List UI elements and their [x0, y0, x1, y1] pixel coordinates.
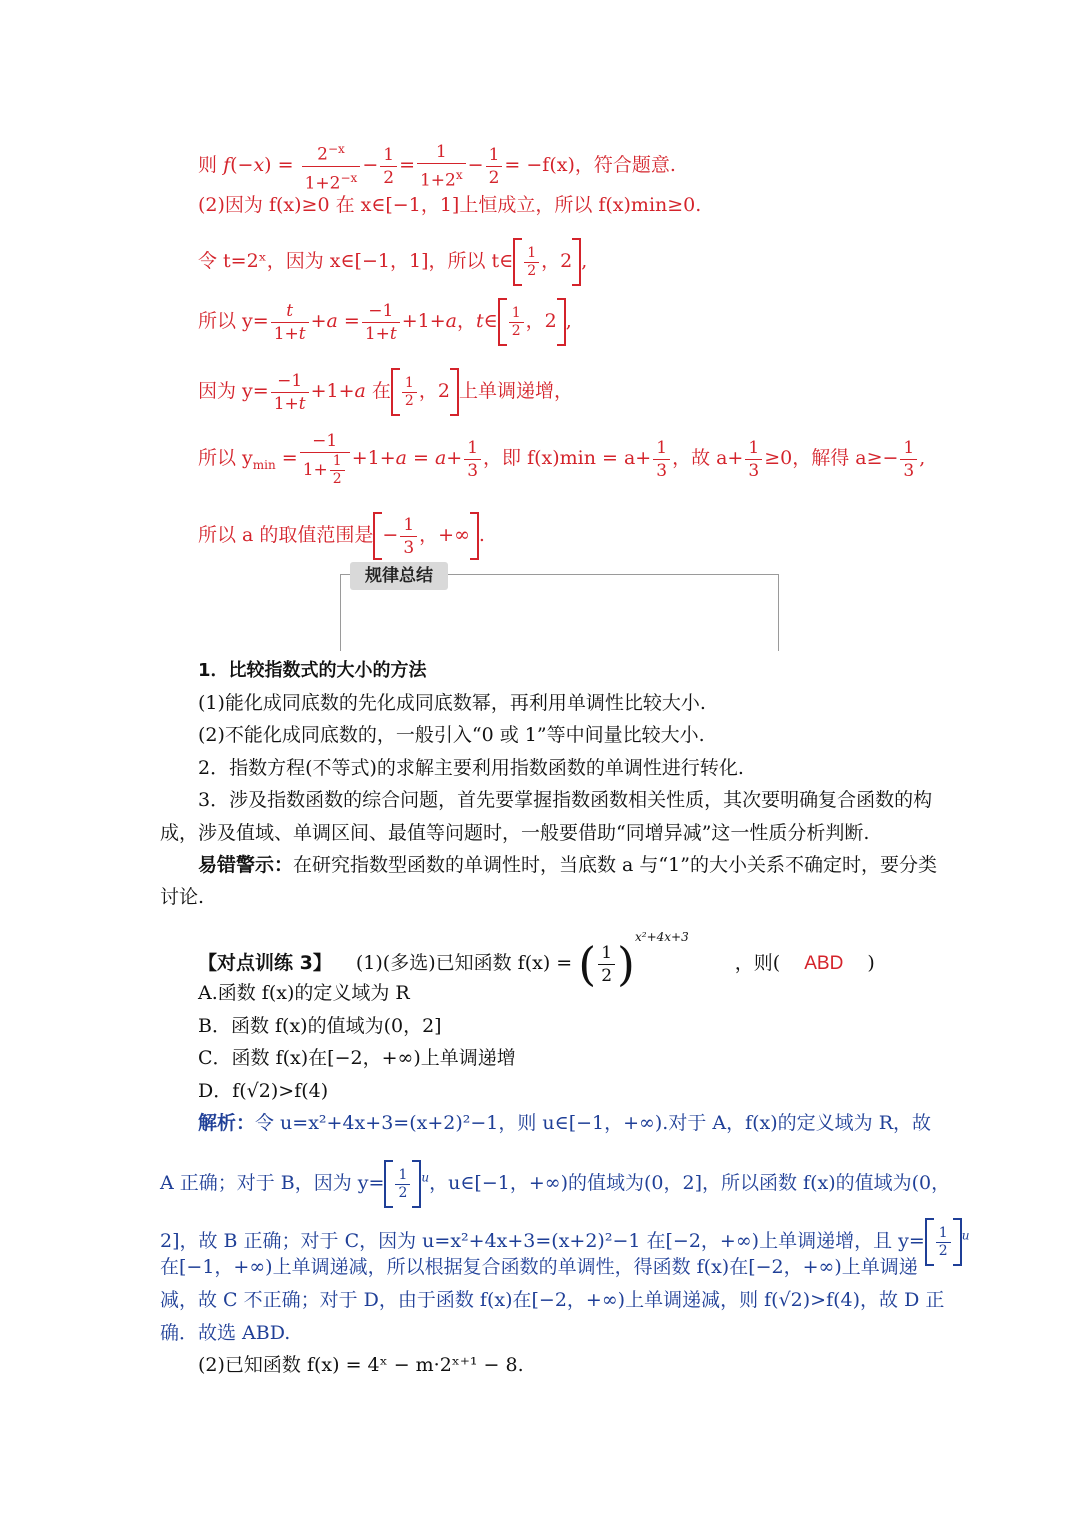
solution-line-4: 所以 y= $\frac{t}{1+t}$ +a = $\frac{-1}{1+t}$ +1+a，t∈ $\frac{1}{2}$ ，2 , [198, 298, 572, 346]
exercise-stem: 【对点训练 3】 (1)(多选)已知函数 f(x) = ( $\frac{1}{2}$ )$^{x^2+4x+3}$ ，则( ABD ) [198, 930, 875, 991]
solution-line-6: 所以 $y_{min}$ = −1 1+ $\frac{1}{2}$ +1+a = a+ $\frac{1}{3}$ ，即 f(x)min = a+ $\frac{1}{3}$ ，故 a+ $\frac{1}{3}$ ≥0，解得 a≥− $\frac{1}{3}$ , [198, 431, 926, 487]
summary-p4b: 成，涉及值域、单调区间、最值等问题时，一般要借助“同增异减”这一性质分析判断. [160, 822, 870, 844]
solution-line-1: 则 f(−x) = $\frac{2^{-x}}{1+2^{-x}}$ − $\frac{1}{2}$ = $\frac{1}{1+2^x}$ − $\frac{1}{2}$ = −f(x)，符合题意. [198, 138, 676, 194]
part-2: (2)已知函数 f(x) = 4ˣ − m·2ˣ⁺¹ − 8. [198, 1354, 524, 1376]
summary-tab: 规律总结 [350, 562, 448, 590]
warning-label: 易错警示： [198, 854, 294, 876]
summary-p4a: 3．涉及指数函数的综合问题，首先要掌握指数函数相关性质，其次要明确复合函数的构 [198, 789, 933, 811]
summary-p2: (2)不能化成同底数的，一般引入“0 或 1”等中间量比较大小. [198, 724, 705, 746]
summary-p1: (1)能化成同底数的先化成同底数幂，再利用单调性比较大小. [198, 692, 706, 714]
solution-line-7: 所以 a 的取值范围是 − $\frac{1}{3}$ ，+∞ . [198, 512, 485, 560]
summary-warning: 易错警示：在研究指数型函数的单调性时，当底数 a 与“1”的大小关系不确定时，要分类 [198, 854, 937, 876]
analysis-line-3: 2]，故 B 正确；对于 C，因为 u=x²+4x+3=(x+2)²−1 在[−2，+∞)上单调递增，且 y= $\frac{1}{2}$ $^u$ [160, 1218, 969, 1266]
option-a: A.函数 f(x)的定义域为 R [198, 982, 410, 1004]
summary-warning-cont: 讨论. [160, 886, 205, 908]
summary-heading-1: 1．比较指数式的大小的方法 [198, 660, 427, 681]
solution-line-5: 因为 y= $\frac{-1}{1+t}$ +1+a 在 $\frac{1}{2}$ ，2 上单调递增， [198, 368, 573, 416]
summary-p3: 2．指数方程(不等式)的求解主要利用指数函数的单调性进行转化. [198, 757, 744, 779]
solution-line-3: 令 t=2ˣ，因为 x∈[−1，1]，所以 t∈ $\frac{1}{2}$ ，2 , [198, 238, 587, 286]
solution-line-2: (2)因为 f(x)≥0 在 x∈[−1，1]上恒成立，所以 f(x)min≥0. [198, 194, 702, 216]
option-d: D．f(√2)>f(4) [198, 1080, 329, 1102]
analysis-line-6: 确．故选 ABD. [160, 1322, 291, 1344]
analysis-line-5: 减，故 C 不正确；对于 D，由于函数 f(x)在[−2，+∞)上单调递减，则 f(√2)>f(4)，故 D 正 [160, 1289, 945, 1311]
analysis-line-1: 解析：令 u=x²+4x+3=(x+2)²−1，则 u∈[−1，+∞).对于 A，f(x)的定义域为 R，故 [198, 1112, 932, 1134]
analysis-line-4: 在[−1，+∞)上单调递减，所以根据复合函数的单调性，得函数 f(x)在[−2，+∞)上单调递 [160, 1256, 918, 1278]
answer: ABD [804, 953, 844, 974]
exercise-label: 【对点训练 3】 [198, 952, 332, 974]
option-c: C．函数 f(x)在[−2，+∞)上单调递增 [198, 1047, 516, 1069]
option-b: B．函数 f(x)的值域为(0，2] [198, 1015, 442, 1037]
analysis-label: 解析： [198, 1112, 256, 1134]
analysis-line-2: A 正确；对于 B，因为 y= $\frac{1}{2}$ $^u$，u∈[−1，+∞)的值域为(0，2]，所以函数 f(x)的值域为(0， [160, 1160, 950, 1208]
